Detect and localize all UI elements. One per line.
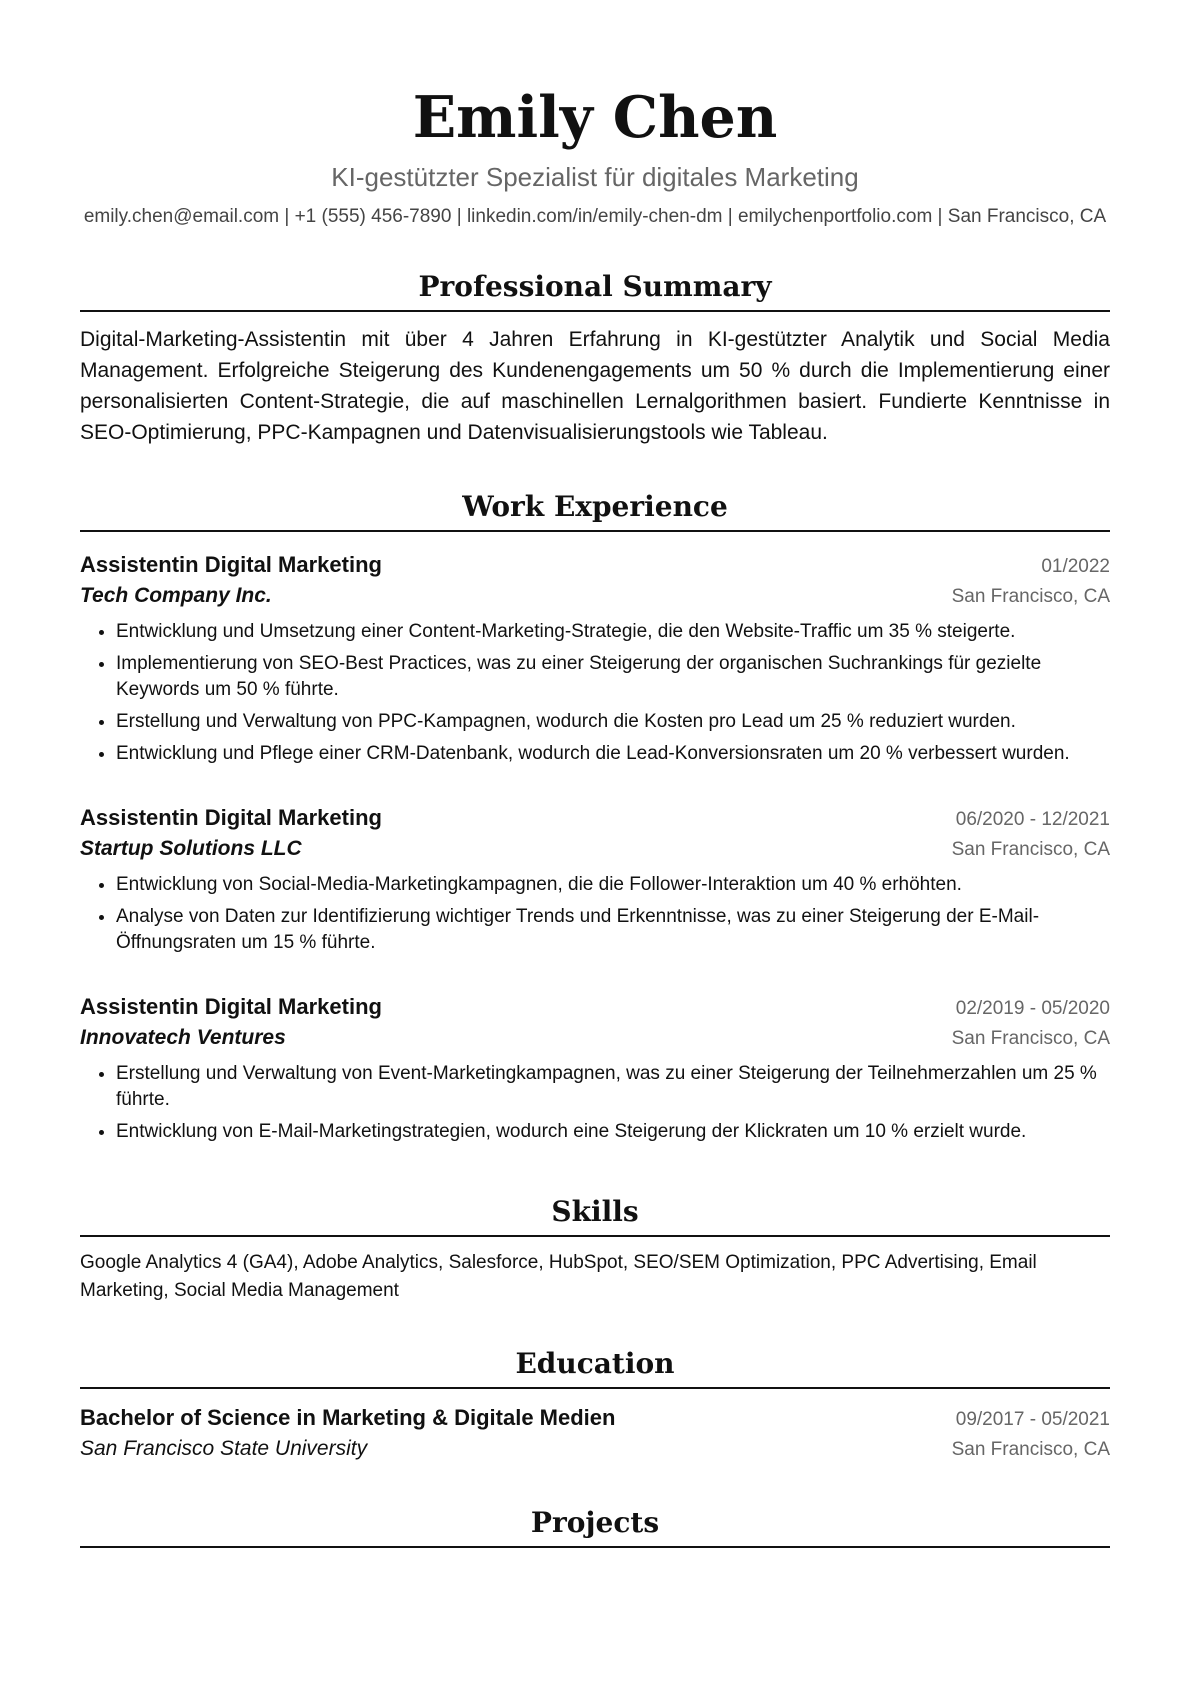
job-entry xyxy=(80,803,1110,956)
job-entry xyxy=(80,992,1110,1145)
job-company-row xyxy=(80,1023,1110,1053)
summary-section xyxy=(80,268,1110,448)
job-bullet: • Analyse von Daten zur Identifizierung wichtiger Trends und Erkenntnisse, was zu einer Steigerung der E-Mail-Öffnungsraten um 15 % führte. xyxy=(116,904,1110,956)
job-title: Assistentin Digital Marketing xyxy=(80,994,382,1019)
work-experience-heading: Work Experience xyxy=(80,488,1110,532)
job-bullet: • Erstellung und Verwaltung von Event-Marketingkampagnen, was zu einer Steigerung der Teilnehmerzahlen um 25 % führte. xyxy=(116,1061,1110,1113)
education-location: San Francisco, CA xyxy=(951,1439,1110,1460)
education-header-row xyxy=(80,1403,1110,1434)
job-title: Assistentin Digital Marketing xyxy=(80,805,382,830)
job-bullets xyxy=(80,619,1110,767)
education-entry xyxy=(80,1403,1110,1464)
candidate-name: Emily Chen xyxy=(412,84,778,151)
contact-line: emily.chen@email.com | +1 (555) 456-7890 | linkedin.com/in/emily-chen-dm | emilychenportfolio.com | San Francisco, CA xyxy=(83,206,1107,227)
summary-text: Digital-Marketing-Assistentin mit über 4 Jahren Erfahrung in KI-gestützter Analytik und Social Media Management. Erfolgreiche Steigerung des Kundenengagements um 50 % durch die Implementierung einer personalisierten Content-Strategie, die auf maschinellen Lernalgorithmen basiert. Fundierte Kenntnisse in SEO-Optimierung, PPC-Kampagnen und Datenvisualisierungstools wie Tableau. xyxy=(80,328,1110,444)
job-header-row xyxy=(80,992,1110,1023)
job-bullet: • Implementierung von SEO-Best Practices, was zu einer Steigerung der organischen Suchrankings für gezielte Keywords um 50 % führte. xyxy=(116,651,1110,703)
job-date: 06/2020 - 12/2021 xyxy=(955,809,1110,830)
job-entry xyxy=(80,550,1110,767)
education-date: 09/2017 - 05/2021 xyxy=(955,1409,1110,1430)
job-company: Tech Company Inc. xyxy=(80,584,272,607)
projects-heading: Projects xyxy=(80,1504,1110,1548)
work-experience-section xyxy=(80,488,1110,1145)
skills-heading: Skills xyxy=(80,1193,1110,1237)
job-company-row xyxy=(80,834,1110,864)
job-location: San Francisco, CA xyxy=(951,1028,1110,1049)
education-heading: Education xyxy=(80,1345,1110,1389)
skills-text: Google Analytics 4 (GA4), Adobe Analytics, Salesforce, HubSpot, SEO/SEM Optimization, PPC Advertising, Email Marketing, Social Media Management xyxy=(80,1252,1037,1301)
job-bullets xyxy=(80,872,1110,956)
job-bullets xyxy=(80,1061,1110,1145)
job-bullet: • Erstellung und Verwaltung von PPC-Kampagnen, wodurch die Kosten pro Lead um 25 % reduziert wurden. xyxy=(116,709,1110,735)
job-location: San Francisco, CA xyxy=(951,839,1110,860)
candidate-headline: KI-gestützter Spezialist für digitales Marketing xyxy=(331,162,859,192)
education-degree: Bachelor of Science in Marketing & Digitale Medien xyxy=(80,1405,616,1430)
job-bullet: • Entwicklung von E-Mail-Marketingstrategien, wodurch eine Steigerung der Klickraten um 10 % erzielt wurde. xyxy=(116,1119,1110,1145)
job-location: San Francisco, CA xyxy=(951,586,1110,607)
education-school: San Francisco State University xyxy=(80,1437,368,1460)
job-header-row xyxy=(80,803,1110,834)
job-company: Startup Solutions LLC xyxy=(80,837,302,860)
education-section xyxy=(80,1345,1110,1464)
skills-section xyxy=(80,1193,1110,1305)
job-title: Assistentin Digital Marketing xyxy=(80,552,382,577)
job-bullet: • Entwicklung und Umsetzung einer Content-Marketing-Strategie, die den Website-Traffic um 35 % steigerte. xyxy=(116,619,1110,645)
projects-section xyxy=(80,1504,1110,1548)
resume-header xyxy=(80,0,1110,228)
job-header-row xyxy=(80,550,1110,581)
summary-heading: Professional Summary xyxy=(80,268,1110,312)
job-bullet: • Entwicklung und Pflege einer CRM-Datenbank, wodurch die Lead-Konversionsraten um 20 % verbessert wurden. xyxy=(116,741,1110,767)
education-school-row xyxy=(80,1434,1110,1464)
job-company-row xyxy=(80,581,1110,611)
job-bullet: • Entwicklung von Social-Media-Marketingkampagnen, die die Follower-Interaktion um 40 % erhöhten. xyxy=(116,872,1110,898)
job-date: 01/2022 xyxy=(1041,556,1110,577)
job-company: Innovatech Ventures xyxy=(80,1026,286,1049)
job-date: 02/2019 - 05/2020 xyxy=(955,998,1110,1019)
